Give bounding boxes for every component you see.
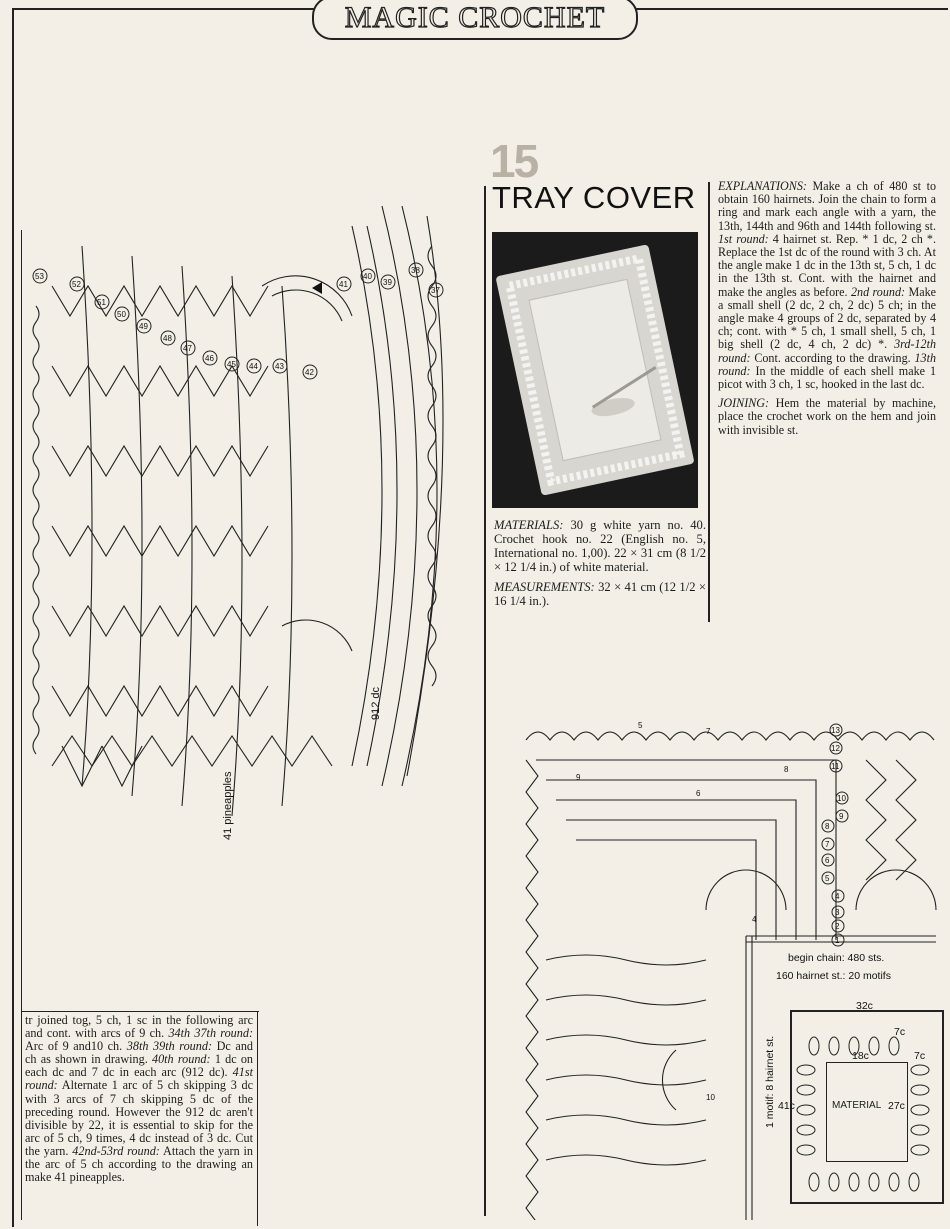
round-number: 3 <box>835 908 840 917</box>
begin-chain-label: begin chain: 480 sts. <box>788 952 885 964</box>
chain-count: 7 <box>706 727 711 736</box>
round-41-text: Alternate 1 arc of 5 ch skipping 3 dc with 3 arcs of 7 ch skipping 5 dc of the preceding round. However the 912 dc aren't divisible by 22, it is essential to skip for the arc of 5 ch, 9 times, 4 dc instead of 3 dc. Cut the yarn. <box>25 1078 253 1158</box>
round-number: 43 <box>275 362 284 371</box>
title-divider <box>708 182 710 622</box>
round-number: 37 <box>431 286 440 295</box>
joining-label: JOINING: <box>718 396 770 411</box>
joining-paragraph <box>718 397 936 437</box>
round-number: 47 <box>183 344 192 353</box>
chain-count: 4 <box>752 915 757 924</box>
chain-count: 8 <box>784 765 789 774</box>
round-number: 41 <box>339 280 348 289</box>
hairnet-motifs-label: 160 hairnet st.: 20 motifs <box>776 970 891 982</box>
round-number: 49 <box>139 322 148 331</box>
pineapple-border-diagram <box>22 186 482 836</box>
round-13-text: In the middle of each shell make 1 picot with 3 ch, 1 sc, hooked in the last dc. <box>718 363 937 392</box>
round-number: 45 <box>227 360 236 369</box>
explanations-paragraph <box>718 180 936 391</box>
explanations-label: EXPLANATIONS: <box>718 179 807 193</box>
round-number: 42 <box>305 368 314 377</box>
width-32-label: 32c <box>856 1000 873 1012</box>
explanations-intro: Make a ch of 480 st to obtain 160 hairnets. Join the chain to form a ring and mark each angle with a yarn, the 13th, 144th and 96th and 144th following st. <box>718 179 936 233</box>
round-40-text: 1 dc on each dc and 7 dc in each arc (912 dc). <box>25 1052 254 1080</box>
round-number: 39 <box>383 278 392 287</box>
joining-text: Hem the material by machine, place the crochet work on the hem and join with invisible st. <box>718 396 936 437</box>
materials-section <box>494 518 706 614</box>
round-number: 48 <box>163 334 172 343</box>
motif-hairnet-label: 1 motif: 8 hairnet st. <box>764 1035 776 1128</box>
continued-intro: tr joined tog, 5 ch, 1 sc in the following arc and cont. with arcs of 9 ch. <box>25 1013 253 1041</box>
round-1-label: 1st round: <box>718 231 769 246</box>
round-38-text: Dc and ch as shown in drawing. <box>25 1039 254 1067</box>
round-number: 6 <box>825 856 830 865</box>
round-number: 10 <box>837 794 846 803</box>
continued-instructions <box>25 1014 253 1184</box>
round-38-label: 38th 39th round: <box>126 1039 213 1054</box>
chain-count: 5 <box>638 721 643 730</box>
round-number: 11 <box>831 762 840 771</box>
round-number: 51 <box>97 298 106 307</box>
round-number: 2 <box>835 922 840 931</box>
round-number: 50 <box>117 310 126 319</box>
pineapples-label: 41 pineapples <box>222 771 234 840</box>
round-42-text: Attach the yarn in the arc of 5 ch according to the drawing an make 41 pineapples. <box>25 1143 254 1185</box>
round-2-text: Make a small shell (2 dc, 2 ch, 2 dc) 5 ch; in the angle make 4 groups of 2 dc, separated by 4 ch; cont. with * 5 ch, 1 small shell, 5 ch, 1 big shell (2 dc, 4 ch, 2 dc) *. <box>718 284 937 352</box>
round-number: 12 <box>831 744 840 753</box>
explanations-section <box>718 180 936 443</box>
round-34-label: 34th 37th round: <box>168 1026 254 1041</box>
project-title: TRAY COVER <box>492 180 696 215</box>
masthead <box>312 0 638 40</box>
text-box-top-rule <box>21 1011 259 1012</box>
chain-count: 9 <box>576 773 581 782</box>
material-label: MATERIAL <box>832 1100 882 1111</box>
width-18-label: 18c <box>852 1050 869 1062</box>
measurements-text: 32 × 41 cm (12 1/2 × 16 1/4 in.). <box>494 580 706 608</box>
project-number: 15 <box>490 135 538 187</box>
round-number: 46 <box>205 354 214 363</box>
chain-count: 10 <box>706 1093 715 1102</box>
magazine-title: MAGIC CROCHET <box>344 1 606 34</box>
materials-label: MATERIALS: <box>494 518 564 532</box>
round-number: 44 <box>249 362 258 371</box>
round-number: 8 <box>825 822 830 831</box>
round-number: 52 <box>72 280 81 289</box>
round-3-12-label: 3rd-12th round: <box>718 337 936 365</box>
chain-count: 6 <box>696 789 701 798</box>
round-40-label: 40th round: <box>151 1052 211 1067</box>
round-number: 53 <box>35 272 44 281</box>
height-27-label: 27c <box>888 1100 905 1112</box>
round-number: 1 <box>835 936 840 945</box>
round-number: 40 <box>363 272 372 281</box>
materials-text: 30 g white yarn no. 40. Crochet hook no. 22 (English no. 5, International no. 1,00). 22 × 31 cm (8 1/2 × 12 1/4 in.) of white material. <box>494 518 706 574</box>
round-41-label: 41st round: <box>25 1065 253 1093</box>
round-number: 38 <box>411 266 420 275</box>
round-42-label: 42nd-53rd round: <box>72 1143 160 1158</box>
round-3-12-text: Cont. according to the drawing. <box>754 350 911 365</box>
round-number: 7 <box>825 840 830 849</box>
round-number: 4 <box>835 892 840 901</box>
round-1-text: 4 hairnet st. Rep. * 1 dc, 2 ch *. Replace the 1st dc of the round with 3 ch. At the angle make 1 dc in the 13th st, 5 ch, 1 dc in the 13th st. Cont. with the hairnet and make the angles as before. <box>718 231 936 299</box>
round-number: 9 <box>839 812 844 821</box>
round-number: 5 <box>825 874 830 883</box>
margin-7b-label: 7c <box>914 1050 926 1062</box>
tray-cover-photo <box>492 232 698 508</box>
center-divider <box>484 186 486 1216</box>
round-2-label: 2nd round: <box>850 284 906 299</box>
round-number: 13 <box>831 726 840 735</box>
margin-7a-label: 7c <box>894 1026 906 1038</box>
height-41-label: 41c <box>778 1100 795 1112</box>
round-13-label: 13th round: <box>718 350 936 378</box>
dc-count-label: 912 dc <box>370 686 382 720</box>
materials-paragraph <box>494 518 706 574</box>
round-34-text: Arc of 9 and10 ch. <box>25 1039 123 1054</box>
text-box-right-rule <box>257 1011 258 1226</box>
measurements-paragraph <box>494 580 706 608</box>
measurements-label: MEASUREMENTS: <box>494 580 595 594</box>
